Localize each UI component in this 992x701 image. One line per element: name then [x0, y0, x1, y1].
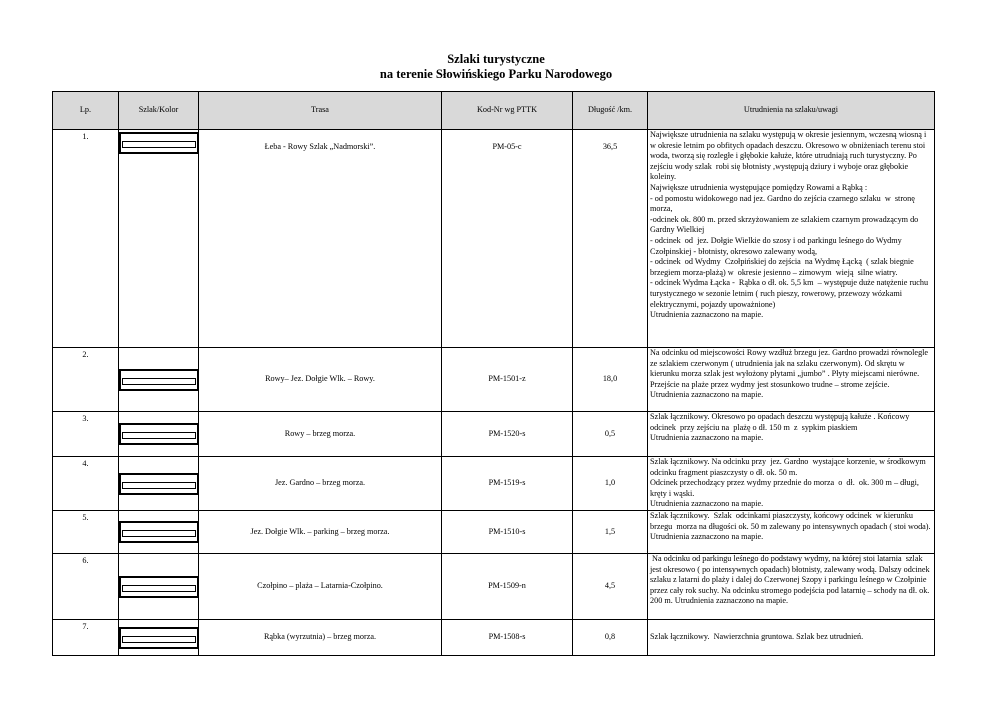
row-dlugosc: 18,0	[573, 348, 648, 412]
table-row	[53, 554, 935, 620]
trail-color-marker	[119, 369, 199, 391]
row-color-swatch	[119, 554, 199, 620]
header-trasa: Trasa	[199, 92, 442, 130]
trail-color-marker	[119, 423, 199, 445]
row-lp: 2.	[53, 348, 119, 412]
row-uwagi	[648, 554, 935, 620]
row-kod: PM-1520-s	[442, 412, 573, 457]
row-kod: PM-1519-s	[442, 457, 573, 511]
row-color-swatch	[119, 620, 199, 656]
trails-table	[52, 91, 935, 656]
trail-color-marker	[119, 132, 199, 154]
row-uwagi-text: Największe utrudnienia na szlaku występują w okresie jesiennym, wczesną wiosną i w okresie letnim po obfitych opadach deszczu. Okresowo w obniżeniach terenu stoi woda, tworzą się rozległe i głębokie kałuże, które utrudniają ruch turystyczny. Po zejściu wody szlak robi się błotnisty ,występują dziury i wyboje oraz głębokie koleiny. Największe utrudnienia występujące pomiędzy Rowami a Rąbką : - od pomostu widokowego nad jez. Gardno do zejścia czarnego szlaku w stronę morza, -odcinek ok. 800 m. przed skrzyżowaniem ze szlakiem czarnym prowadzącym do Gardny Wielkiej - odcinek od jez. Dołgie Wielkie do szosy i od parkingu leśnego do Wydmy Czołpinskiej - błotnisty, okresowo zalewany wodą, - odcinek od Wydmy Czołpińskiej do zejścia na Wydmę Łącką ( szlak biegnie brzegiem morza-plażą) w okresie jesienno – zimowym wieją silne wiatry. - odcinek Wydma Łącka - Rąbka o dł. ok. 5,5 km – występuje duże natężenie ruchu turystycznego w sezonie letnim ( ruch pieszy, rowerowy, przewozy wózkami elektrycznymi, pojazdy upoważnione) Utrudnienia zaznaczono na mapie.	[650, 130, 929, 320]
trail-color-marker	[119, 473, 199, 495]
row-dlugosc: 0,8	[573, 620, 648, 656]
row-kod: PM-1501-z	[442, 348, 573, 412]
table-row	[53, 457, 935, 511]
row-color-swatch	[119, 457, 199, 511]
row-trasa: Czołpino – plaża – Latarnia-Czołpino.	[199, 554, 442, 620]
row-color-swatch	[119, 412, 199, 457]
row-trasa: Rowy – brzeg morza.	[199, 412, 442, 457]
table-header-row	[53, 92, 935, 130]
row-uwagi-text: Na odcinku od miejscowości Rowy wzdłuż brzegu jez. Gardno prowadzi równolegle ze szlakiem czerwonym ( utrudnienia jak na szlaku czerwonym). Od skrętu w kierunku morza szlak jest wyłożony płytami „jumbo” . Płyty miejscami nierówne. Przejście na plaże przez wydmy jest stosunkowo trudne – strome zejście. Utrudnienia zaznaczono na mapie.	[650, 348, 929, 400]
document-title	[0, 52, 992, 82]
header-uwagi: Utrudnienia na szlaku/uwagi	[648, 92, 935, 130]
row-uwagi	[648, 620, 935, 656]
row-kod: PM-1509-n	[442, 554, 573, 620]
trail-color-marker	[119, 521, 199, 543]
table-row	[53, 348, 935, 412]
row-uwagi-text: Szlak łącznikowy. Okresowo po opadach deszczu występują kałuże . Końcowy odcinek przy zejściu na plażę o dł. 150 m z sypkim piaskiem Utrudnienia zaznaczono na mapie.	[650, 412, 910, 443]
row-trasa: Rąbka (wyrzutnia) – brzeg morza.	[199, 620, 442, 656]
row-lp: 5.	[53, 511, 119, 554]
header-lp: Lp.	[53, 92, 119, 130]
title-line-1: Szlaki turystyczne	[447, 52, 545, 66]
row-uwagi-text: Szlak łącznikowy. Nawierzchnia gruntowa. Szlak bez utrudnień.	[650, 632, 864, 642]
row-uwagi	[648, 457, 935, 511]
row-uwagi-text: Szlak łącznikowy. Szlak odcinkami piaszczysty, końcowy odcinek w kierunku brzegu morza na długości ok. 50 m zalewany po intensywnych opadach ( stoi woda). Utrudnienia zaznaczono na mapie.	[650, 511, 931, 542]
row-dlugosc: 1,0	[573, 457, 648, 511]
row-lp: 7.	[53, 620, 119, 656]
header-kod: Kod-Nr wg PTTK	[442, 92, 573, 130]
row-dlugosc: 4,5	[573, 554, 648, 620]
row-dlugosc: 0,5	[573, 412, 648, 457]
table-row	[53, 412, 935, 457]
row-lp: 6.	[53, 554, 119, 620]
row-lp: 3.	[53, 412, 119, 457]
row-uwagi-text: Na odcinku od parkingu leśnego do podstawy wydmy, na której stoi latarnia szlak jest okresowo ( po intensywnych opadach) błotnisty, zalewany wodą. Dalszy odcinek szlaku z latarni do plaży i dalej do Czerwonej Szopy i parkingu leśnego w Czołpinie przez cały rok suchy. Na odcinku stromego podejścia pod latarnię – schody na dł. ok. 200 m. Utrudnienia zaznaczono na mapie.	[650, 554, 932, 606]
row-kod: PM-1508-s	[442, 620, 573, 656]
trail-color-marker	[119, 576, 199, 598]
row-trasa: Rowy– Jez. Dołgie Wlk. – Rowy.	[199, 348, 442, 412]
row-uwagi-text: Szlak łącznikowy. Na odcinku przy jez. Gardno wystające korzenie, w środkowym odcinku fragment piaszczysty o dł. ok. 50 m. Odcinek przechodzący przez wydmy przednie do morza o dł. ok. 300 m – długi, kręty i wąski. Utrudnienia zaznaczono na mapie.	[650, 457, 926, 509]
row-color-swatch	[119, 348, 199, 412]
row-trasa: Jez. Dołgie Wlk. – parking – brzeg morza.	[199, 511, 442, 554]
header-kolor: Szlak/Kolor	[119, 92, 199, 130]
row-lp: 1.	[53, 130, 119, 348]
table-row	[53, 620, 935, 656]
table-row	[53, 130, 935, 348]
row-uwagi	[648, 412, 935, 457]
row-uwagi	[648, 348, 935, 412]
trail-color-marker	[119, 627, 199, 649]
row-kod: PM-1510-s	[442, 511, 573, 554]
row-trasa: Jez. Gardno – brzeg morza.	[199, 457, 442, 511]
table-row	[53, 511, 935, 554]
row-color-swatch	[119, 511, 199, 554]
row-uwagi	[648, 130, 935, 348]
row-lp: 4.	[53, 457, 119, 511]
header-dlugosc: Długość /km.	[573, 92, 648, 130]
row-color-swatch	[119, 130, 199, 348]
row-dlugosc: 1,5	[573, 511, 648, 554]
row-uwagi	[648, 511, 935, 554]
title-line-2: na terenie Słowińskiego Parku Narodowego	[379, 67, 613, 81]
row-dlugosc: 36,5	[573, 130, 648, 348]
row-kod: PM-05-c	[442, 130, 573, 348]
row-trasa: Łeba - Rowy Szlak „Nadmorski”.	[199, 130, 442, 348]
